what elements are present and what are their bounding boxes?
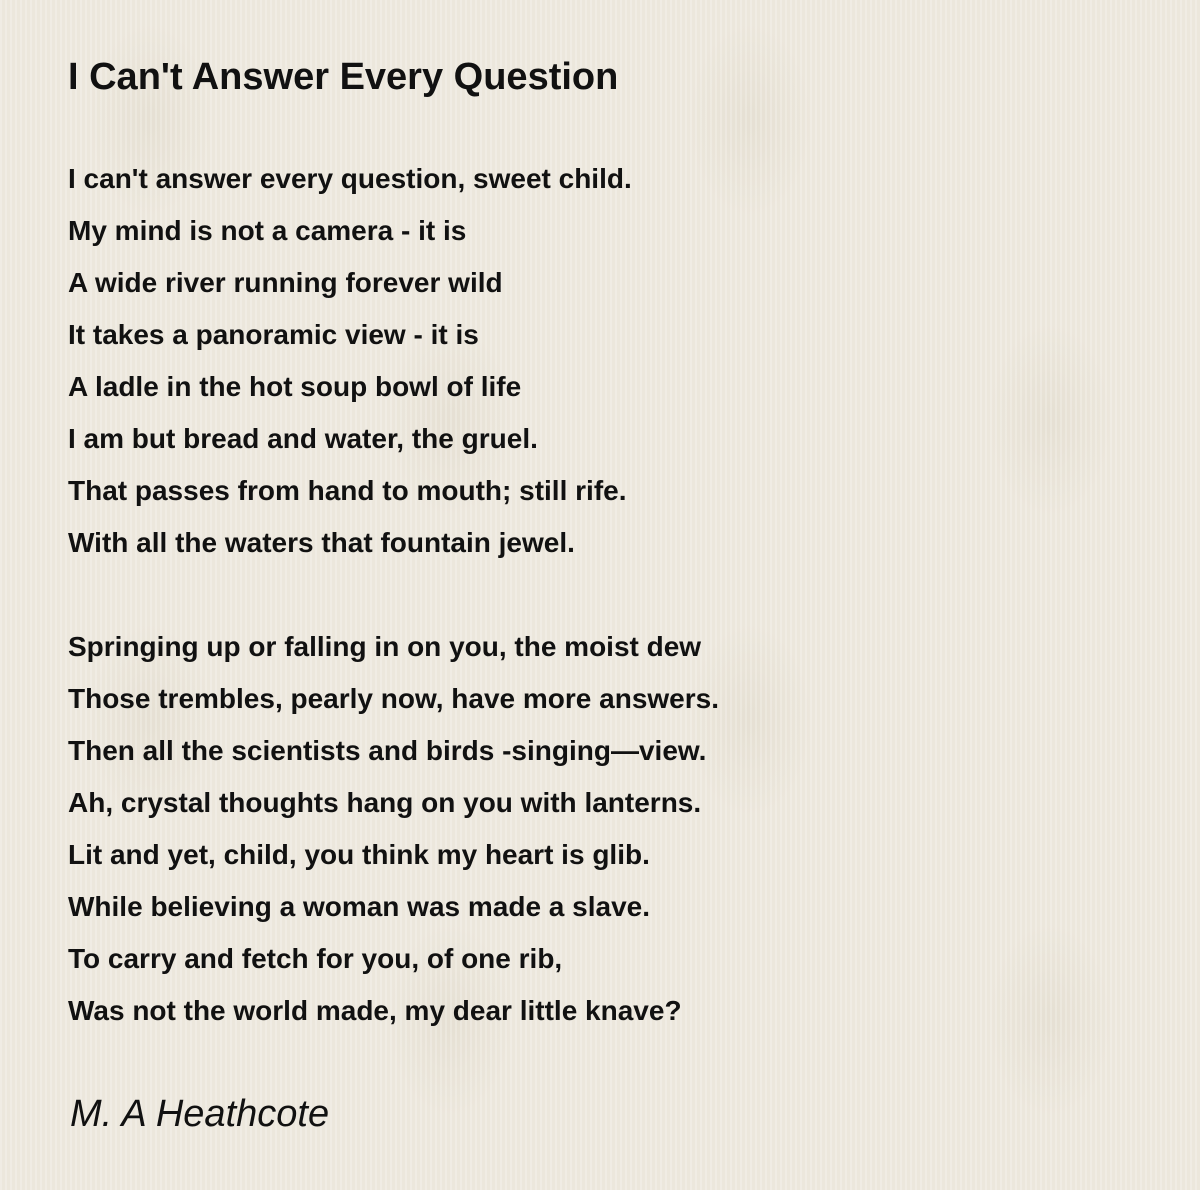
poem-title: I Can't Answer Every Question (68, 56, 619, 98)
poem-line: Ah, crystal thoughts hang on you with lanterns. (68, 787, 702, 818)
poem-line: That passes from hand to mouth; still rife. (68, 475, 627, 506)
poem-line: My mind is not a camera - it is (68, 215, 467, 246)
poem-body (68, 153, 719, 1089)
poem-line: Then all the scientists and birds -singing—view. (68, 735, 707, 766)
stanza-1 (68, 153, 719, 569)
poem-line: Springing up or falling in on you, the moist dew (68, 631, 702, 662)
poem-author: M. A Heathcote (70, 1093, 330, 1135)
poem-line: While believing a woman was made a slave. (68, 891, 650, 922)
poem-line: Was not the world made, my dear little knave? (68, 995, 682, 1026)
poem-line: With all the waters that fountain jewel. (68, 527, 575, 558)
poem-line: To carry and fetch for you, of one rib, (68, 943, 563, 974)
poem-line: Those trembles, pearly now, have more answers. (68, 683, 719, 714)
poem-line: A wide river running forever wild (68, 267, 503, 298)
poem-line: I can't answer every question, sweet child. (68, 163, 632, 194)
poem-line: I am but bread and water, the gruel. (68, 423, 538, 454)
poem-line: It takes a panoramic view - it is (68, 319, 479, 350)
poem-line: Lit and yet, child, you think my heart is glib. (68, 839, 650, 870)
stanza-2 (68, 621, 719, 1037)
poem-line: A ladle in the hot soup bowl of life (68, 371, 522, 402)
